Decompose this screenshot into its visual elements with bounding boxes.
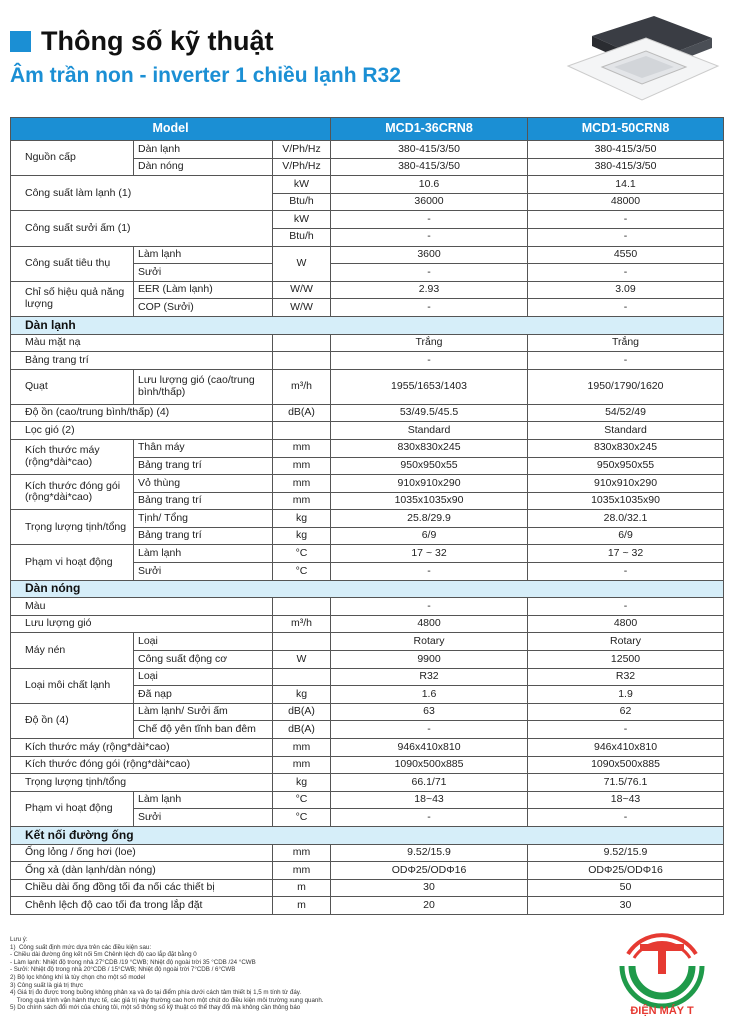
value-model-2: 950x950x55: [528, 457, 724, 475]
section-title: Dàn nóng: [11, 580, 724, 598]
value-model-2: 1090x500x885: [528, 756, 724, 774]
table-row: [11, 668, 724, 686]
value-model-1: -: [331, 299, 528, 317]
row-sublabel: Làm lạnh: [134, 246, 273, 264]
value-model-2: 4800: [528, 615, 724, 633]
table-row: [11, 334, 724, 352]
value-model-2: 17 ~ 32: [528, 545, 724, 563]
value-model-2: 4550: [528, 246, 724, 264]
value-model-1: -: [331, 809, 528, 827]
row-unit: [273, 352, 331, 370]
value-model-2: 50: [528, 879, 724, 897]
table-row: [11, 369, 724, 404]
value-model-1: -: [331, 598, 528, 616]
value-model-1: 4800: [331, 615, 528, 633]
row-sublabel: Sưởi: [134, 264, 273, 282]
value-model-1: Standard: [331, 422, 528, 440]
row-label: Kích thước máy (rộng*dài*cao): [11, 739, 273, 757]
row-unit: mm: [273, 844, 331, 862]
row-unit: kg: [273, 527, 331, 545]
row-label: Công suất làm lạnh (1): [11, 176, 273, 211]
value-model-2: -: [528, 264, 724, 282]
value-model-1: -: [331, 721, 528, 739]
table-row: [11, 739, 724, 757]
value-model-2: 910x910x290: [528, 475, 724, 493]
value-model-2: 14.1: [528, 176, 724, 194]
row-unit: dB(A): [273, 703, 331, 721]
row-sublabel: EER (Làm lạnh): [134, 281, 273, 299]
footnote-line: - Chiều dài đường ống kết nối 5m Chênh lệch độ cao lắp đặt bằng 0: [10, 951, 197, 959]
footnote-line: 2) Bộ lọc không khí là tùy chọn cho một số model: [10, 973, 146, 981]
row-label: Máy nén: [11, 633, 134, 668]
row-unit: kg: [273, 510, 331, 528]
table-row: [11, 141, 724, 159]
value-model-1: ODΦ25/ODΦ16: [331, 862, 528, 880]
value-model-1: 1090x500x885: [331, 756, 528, 774]
value-model-1: 2.93: [331, 281, 528, 299]
row-sublabel: Lưu lượng gió (cao/trung bình/thấp): [134, 369, 273, 404]
value-model-2: 71.5/76.1: [528, 774, 724, 792]
value-model-1: 9.52/15.9: [331, 844, 528, 862]
value-model-2: 54/52/49: [528, 404, 724, 422]
row-unit: V/Ph/Hz: [273, 158, 331, 176]
row-label: Kích thước đóng gói (rộng*dài*cao): [11, 475, 134, 510]
section-header: [11, 316, 724, 334]
value-model-2: -: [528, 352, 724, 370]
row-label: Phạm vi hoạt động: [11, 791, 134, 826]
value-model-2: 28.0/32.1: [528, 510, 724, 528]
row-unit: mm: [273, 756, 331, 774]
value-model-1: 10.6: [331, 176, 528, 194]
row-label: Chiều dài ống đồng tối đa nối các thiết bị: [11, 879, 273, 897]
value-model-2: 62: [528, 703, 724, 721]
table-row: [11, 703, 724, 721]
value-model-1: 830x830x245: [331, 439, 528, 457]
table-row: [11, 791, 724, 809]
row-unit: mm: [273, 439, 331, 457]
table-row: [11, 862, 724, 880]
value-model-2: 18~43: [528, 791, 724, 809]
row-sublabel: Bảng trang trí: [134, 527, 273, 545]
row-label: Độ ồn (cao/trung bình/thấp) (4): [11, 404, 273, 422]
row-unit: W/W: [273, 281, 331, 299]
row-sublabel: Chế độ yên tĩnh ban đêm: [134, 721, 273, 739]
row-unit: m³/h: [273, 369, 331, 404]
value-model-2: 380-415/3/50: [528, 158, 724, 176]
title-square-icon: [10, 31, 31, 52]
row-sublabel: Sưởi: [134, 563, 273, 581]
footnote-line: 1) Công suất định mức dựa trên các điều kiện sau:: [10, 943, 152, 951]
row-unit: mm: [273, 492, 331, 510]
table-row: [11, 633, 724, 651]
table-row: [11, 352, 724, 370]
value-model-2: -: [528, 228, 724, 246]
row-sublabel: Làm lạnh/ Sưởi ấm: [134, 703, 273, 721]
value-model-1: 380-415/3/50: [331, 141, 528, 159]
row-label: Bảng trang trí: [11, 352, 273, 370]
value-model-1: 18~43: [331, 791, 528, 809]
value-model-1: 17 ~ 32: [331, 545, 528, 563]
value-model-1: 9900: [331, 651, 528, 669]
value-model-2: 12500: [528, 651, 724, 669]
value-model-1: -: [331, 563, 528, 581]
page-subtitle: Âm trần non - inverter 1 chiều lạnh R32: [10, 64, 401, 87]
row-label: Lọc gió (2): [11, 422, 273, 440]
row-unit: °C: [273, 563, 331, 581]
value-model-1: -: [331, 352, 528, 370]
value-model-2: 1.9: [528, 686, 724, 704]
value-model-2: 1035x1035x90: [528, 492, 724, 510]
value-model-2: 946x410x810: [528, 739, 724, 757]
table-row: [11, 545, 724, 563]
value-model-2: Standard: [528, 422, 724, 440]
table-row: [11, 897, 724, 915]
value-model-2: -: [528, 563, 724, 581]
row-sublabel: Vỏ thùng: [134, 475, 273, 493]
row-sublabel: Làm lạnh: [134, 545, 273, 563]
value-model-1: 1035x1035x90: [331, 492, 528, 510]
row-unit: °C: [273, 809, 331, 827]
value-model-1: 63: [331, 703, 528, 721]
row-unit: Btu/h: [273, 228, 331, 246]
row-unit: [273, 334, 331, 352]
table-row: [11, 510, 724, 528]
dien-may-t-logo: [606, 928, 718, 1020]
table-row: [11, 281, 724, 299]
table-row: [11, 246, 724, 264]
row-label: Công suất sưởi ấm (1): [11, 211, 273, 246]
row-sublabel: Đã nạp: [134, 686, 273, 704]
value-model-1: Rotary: [331, 633, 528, 651]
row-unit: kg: [273, 774, 331, 792]
row-unit: m³/h: [273, 615, 331, 633]
row-sublabel: Dàn nóng: [134, 158, 273, 176]
row-unit: [273, 633, 331, 651]
title-text: Thông số kỹ thuật: [41, 26, 274, 56]
section-title: Dàn lạnh: [11, 316, 724, 334]
value-model-1: -: [331, 211, 528, 229]
value-model-1: R32: [331, 668, 528, 686]
value-model-1: 6/9: [331, 527, 528, 545]
row-unit: mm: [273, 862, 331, 880]
row-label: Công suất tiêu thụ: [11, 246, 134, 281]
row-unit: W: [273, 246, 331, 281]
row-unit: dB(A): [273, 404, 331, 422]
row-label: Màu mặt nạ: [11, 334, 273, 352]
row-label: Chênh lệch độ cao tối đa trong lắp đặt: [11, 897, 273, 915]
row-unit: °C: [273, 791, 331, 809]
value-model-2: ODΦ25/ODΦ16: [528, 862, 724, 880]
value-model-1: 36000: [331, 193, 528, 211]
footnote-line: 5) Do chính sách đổi mới của chúng tôi, một số thông số kỹ thuật có thể thay đổi mà không cần thông báo: [10, 1004, 301, 1012]
value-model-1: 3600: [331, 246, 528, 264]
row-sublabel: Sưởi: [134, 809, 273, 827]
table-row: [11, 211, 724, 229]
footnote-line: - Sưởi: Nhiệt độ trong nhà 20°CDB / 15°CWB; Nhiệt độ ngoài trời 7°CDB / 6°CWB: [10, 966, 236, 974]
logo-text: ĐIỆN MÁY T: [630, 1005, 694, 1017]
row-unit: m: [273, 879, 331, 897]
row-label: Chỉ số hiệu quả năng lượng: [11, 281, 134, 316]
footnote-line: - Làm lạnh: Nhiệt độ trong nhà 27°CDB /19 °CWB; Nhiệt độ ngoài trời 35 °CDB /24 °CWB: [10, 958, 256, 966]
table-row: [11, 439, 724, 457]
row-sublabel: Loại: [134, 668, 273, 686]
table-row: [11, 404, 724, 422]
footnotes: [10, 936, 324, 1012]
value-model-1: 1.6: [331, 686, 528, 704]
page-title: [10, 26, 274, 57]
header-model-2: MCD1-50CRN8: [528, 118, 724, 141]
value-model-1: 66.1/71: [331, 774, 528, 792]
value-model-2: -: [528, 299, 724, 317]
row-label: Lưu lượng gió: [11, 615, 273, 633]
spec-table: [10, 117, 724, 915]
row-unit: Btu/h: [273, 193, 331, 211]
table-header-row: [11, 118, 724, 141]
value-model-2: 3.09: [528, 281, 724, 299]
row-label: Trọng lượng tịnh/tổng: [11, 510, 134, 545]
footnote-line: Lưu ý:: [10, 936, 28, 943]
section-title: Kết nối đường ống: [11, 826, 724, 844]
section-header: [11, 826, 724, 844]
row-unit: °C: [273, 545, 331, 563]
row-sublabel: Làm lạnh: [134, 791, 273, 809]
row-unit: kg: [273, 686, 331, 704]
row-label: Loại môi chất lạnh: [11, 668, 134, 703]
table-row: [11, 475, 724, 493]
row-unit: m: [273, 897, 331, 915]
footnote-line: 4) Giá trị đo được trong buồng không phản xạ và đo tại điểm phía dưới cách tâm thiết bị 1,5 m tính từ đáy.: [10, 989, 302, 997]
row-sublabel: Loại: [134, 633, 273, 651]
row-unit: W/W: [273, 299, 331, 317]
value-model-1: 946x410x810: [331, 739, 528, 757]
table-row: [11, 756, 724, 774]
row-unit: mm: [273, 457, 331, 475]
value-model-2: 1950/1790/1620: [528, 369, 724, 404]
cassette-ac-product-image: [562, 8, 722, 104]
value-model-2: Trắng: [528, 334, 724, 352]
value-model-2: -: [528, 211, 724, 229]
table-row: [11, 176, 724, 194]
row-label: Độ ồn (4): [11, 703, 134, 738]
row-label: Kích thước đóng gói (rộng*dài*cao): [11, 756, 273, 774]
value-model-1: 30: [331, 879, 528, 897]
table-row: [11, 598, 724, 616]
value-model-2: R32: [528, 668, 724, 686]
value-model-1: 25.8/29.9: [331, 510, 528, 528]
value-model-1: 380-415/3/50: [331, 158, 528, 176]
value-model-2: 830x830x245: [528, 439, 724, 457]
value-model-1: 1955/1653/1403: [331, 369, 528, 404]
row-unit: [273, 668, 331, 686]
row-sublabel: COP (Sưởi): [134, 299, 273, 317]
row-label: Ống xả (dàn lạnh/dàn nóng): [11, 862, 273, 880]
row-unit: dB(A): [273, 721, 331, 739]
value-model-2: Rotary: [528, 633, 724, 651]
value-model-2: 48000: [528, 193, 724, 211]
value-model-1: 910x910x290: [331, 475, 528, 493]
row-label: Phạm vi hoạt động: [11, 545, 134, 580]
row-unit: mm: [273, 475, 331, 493]
row-sublabel: Bảng trang trí: [134, 492, 273, 510]
value-model-2: 6/9: [528, 527, 724, 545]
row-label: Quạt: [11, 369, 134, 404]
row-sublabel: Bảng trang trí: [134, 457, 273, 475]
value-model-1: 53/49.5/45.5: [331, 404, 528, 422]
value-model-2: -: [528, 721, 724, 739]
footnote-line: Trong quá trình vận hành thực tế, các giá trị này thường cao hơn một chút do điều kiện môi trường xung quanh.: [10, 996, 324, 1004]
row-label: Nguồn cấp: [11, 141, 134, 176]
header-model: Model: [11, 118, 331, 141]
row-unit: mm: [273, 739, 331, 757]
value-model-2: -: [528, 809, 724, 827]
value-model-2: 9.52/15.9: [528, 844, 724, 862]
row-unit: [273, 422, 331, 440]
row-sublabel: Công suất động cơ: [134, 651, 273, 669]
row-unit: [273, 598, 331, 616]
row-unit: W: [273, 651, 331, 669]
footnote-line: 3) Công suất là giá trị thực: [10, 981, 83, 989]
row-unit: V/Ph/Hz: [273, 141, 331, 159]
row-label: Kích thước máy (rộng*dài*cao): [11, 439, 134, 474]
table-row: [11, 844, 724, 862]
table-row: [11, 879, 724, 897]
header-model-1: MCD1-36CRN8: [331, 118, 528, 141]
row-label: Màu: [11, 598, 273, 616]
row-unit: kW: [273, 176, 331, 194]
row-label: Trọng lượng tịnh/tổng: [11, 774, 273, 792]
table-row: [11, 774, 724, 792]
row-sublabel: Tịnh/ Tổng: [134, 510, 273, 528]
value-model-1: -: [331, 228, 528, 246]
row-sublabel: Dàn lạnh: [134, 141, 273, 159]
value-model-2: -: [528, 598, 724, 616]
value-model-1: 20: [331, 897, 528, 915]
value-model-1: -: [331, 264, 528, 282]
value-model-1: Trắng: [331, 334, 528, 352]
section-header: [11, 580, 724, 598]
row-label: Ống lỏng / ống hơi (loe): [11, 844, 273, 862]
value-model-2: 30: [528, 897, 724, 915]
table-row: [11, 422, 724, 440]
row-sublabel: Thân máy: [134, 439, 273, 457]
row-unit: kW: [273, 211, 331, 229]
value-model-2: 380-415/3/50: [528, 141, 724, 159]
value-model-1: 950x950x55: [331, 457, 528, 475]
table-row: [11, 615, 724, 633]
